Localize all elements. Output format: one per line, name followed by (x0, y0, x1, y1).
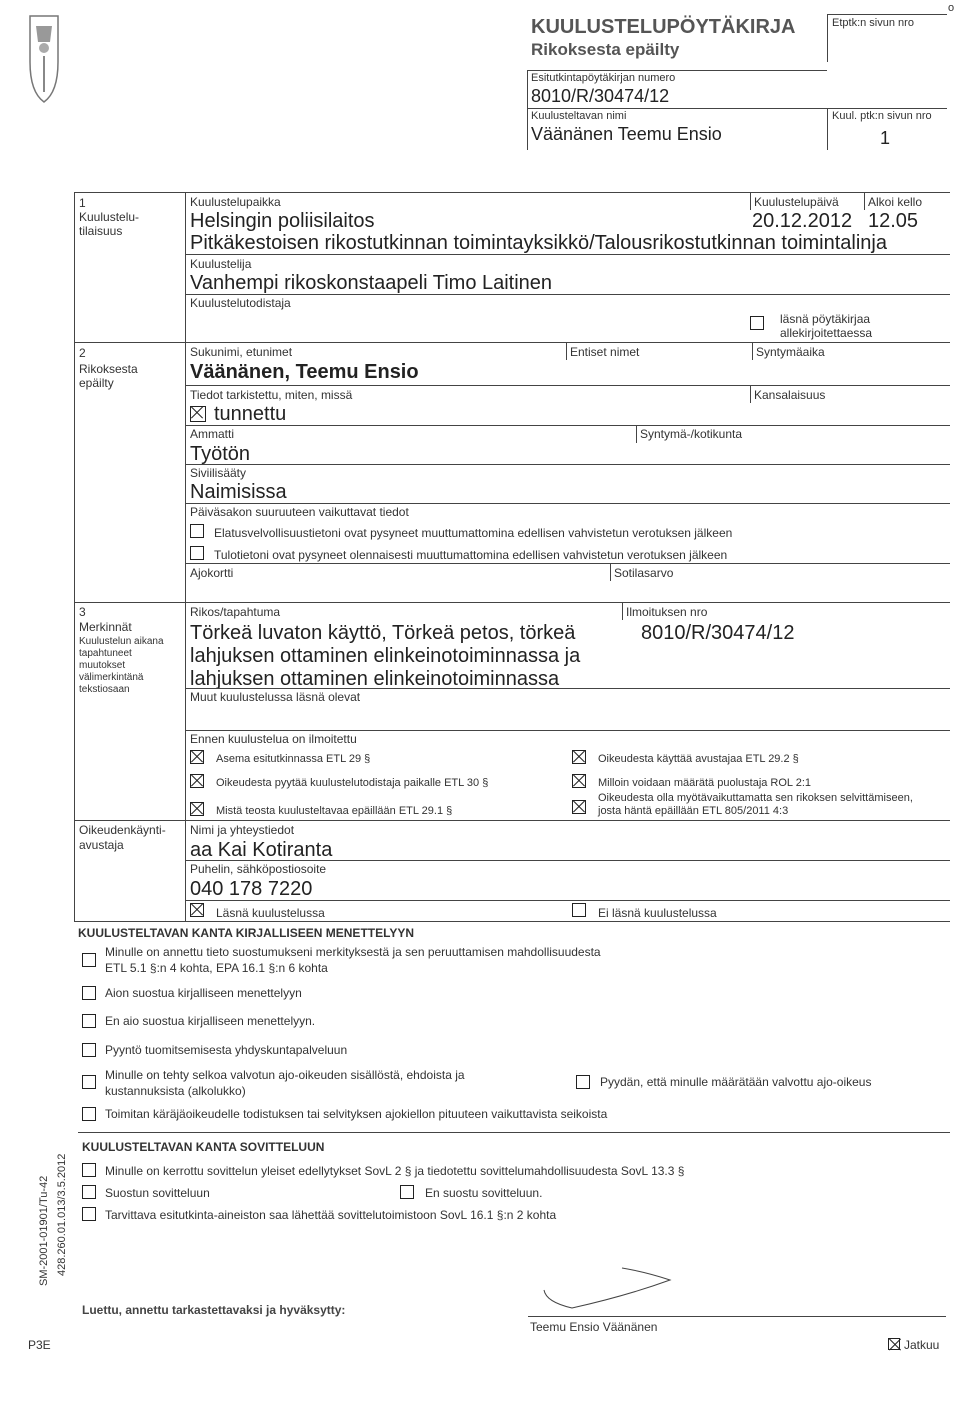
dob-label: Syntymäaika (756, 345, 825, 359)
opt3-checkbox[interactable] (190, 802, 204, 816)
place: Helsingin poliisilaitos (190, 210, 375, 232)
section3-title: Merkinnät (79, 620, 132, 634)
place-label: Kuulustelupaikka (190, 195, 281, 209)
counsel-present-checkbox[interactable] (190, 903, 204, 917)
written-option-7-checkbox[interactable] (82, 1107, 96, 1121)
military-rank-label: Sotilasarvo (614, 566, 674, 580)
section1-title: Kuulustelu- tilaisuus (79, 210, 140, 238)
unit: Pitkäkestoisen rikostutkinnan toimintayksikkö/Talousrikostutkinnan toimintalinja (190, 232, 887, 254)
offence-line-3: lahjuksen ottaminen elinkeinotoiminnassa (190, 668, 560, 690)
counsel-name-label: Nimi ja yhteystiedot (190, 823, 295, 837)
section1-number: 1 (79, 196, 86, 210)
record-number-label: Esitutkintapöytäkirjan numero (531, 72, 676, 84)
written-option-5: Minulle on tehty selkoa valvotun ajo-oikeuden sisällöstä, ehdoista ja kustannuksista (alkolukko) (105, 1068, 465, 1098)
mediation-option-3: En suostu sovitteluun. (425, 1186, 543, 1200)
opt6-checkbox[interactable] (572, 800, 586, 814)
mediation-option-4-checkbox[interactable] (82, 1207, 96, 1221)
mediation-option-4: Tarvittava esitutkinta-aineiston saa lähettää sovittelutoimistoon SovL 16.1 §:n 2 kohta (105, 1208, 557, 1222)
daily-fine-checkbox-1[interactable] (190, 524, 204, 538)
written-option-4-checkbox[interactable] (82, 1043, 96, 1057)
written-option-2: Aion suostua kirjalliseen menettelyyn (105, 986, 302, 1000)
mediation-option-2-checkbox[interactable] (82, 1185, 96, 1199)
opt3-label: Mistä teosta kuulusteltavaa epäillään ETL 29.1 § (216, 805, 453, 817)
etptk-label: Etptk:n sivun nro (832, 17, 914, 29)
section2-number: 2 (79, 346, 86, 360)
informed-label: Ennen kuulustelua on ilmoitettu (190, 732, 357, 746)
civil-status: Naimisissa (190, 481, 287, 503)
date-label: Kuulustelupäivä (754, 195, 839, 209)
opt4-label: Oikeudesta käyttää avustajaa ETL 29.2 § (598, 753, 799, 765)
offence-line-1: Törkeä luvaton käyttö, Törkeä petos, törkeä (190, 622, 576, 644)
section2-title: Rikoksesta epäilty (79, 362, 138, 390)
opt2-label: Oikeudesta pyytää kuulustelutodistaja paikalle ETL 30 § (216, 777, 489, 789)
opt1-label: Asema esitutkinnassa ETL 29 § (216, 753, 371, 765)
opt4-checkbox[interactable] (572, 750, 586, 764)
name-label: Sukunimi, etunimet (190, 345, 293, 359)
suspect-name: Väänänen, Teemu Ensio (190, 361, 419, 383)
written-option-2-checkbox[interactable] (82, 986, 96, 1000)
mediation-option-1-checkbox[interactable] (82, 1163, 96, 1177)
corner-mark: o (948, 2, 955, 14)
written-option-6-checkbox[interactable] (576, 1075, 590, 1089)
written-option-3-checkbox[interactable] (82, 1014, 96, 1028)
written-option-5-checkbox[interactable] (82, 1075, 96, 1089)
counsel-name: aa Kai Kotiranta (190, 839, 333, 861)
written-procedure-heading: KUULUSTELTAVAN KANTA KIRJALLISEEN MENETTELYYN (78, 926, 415, 940)
section3-subtitle: Kuulustelun aikana tapahtuneet muutokset välimerkintänä tekstiosaan (79, 636, 164, 695)
daily-fine-label: Päiväsakon suuruuteen vaikuttavat tiedot (190, 505, 409, 519)
nationality-label: Kansalaisuus (754, 388, 826, 402)
license-label: Ajokortti (190, 566, 234, 580)
form-code: P3E (28, 1338, 51, 1352)
opt2-checkbox[interactable] (190, 774, 204, 788)
section3-number: 3 (79, 605, 86, 619)
opt1-checkbox[interactable] (190, 750, 204, 764)
coat-of-arms-logo (22, 12, 66, 104)
counsel-absent-checkbox[interactable] (572, 903, 586, 917)
occupation: Työtön (190, 443, 251, 465)
report-number-label: Ilmoituksen nro (626, 605, 708, 619)
mediation-option-2: Suostun sovitteluun (105, 1186, 210, 1200)
form-title: KUULUSTELUPÖYTÄKIRJA (531, 16, 796, 38)
written-option-6: Pyydän, että minulle määrätään valvottu ajo-oikeus (600, 1075, 872, 1089)
offence-line-2: lahjuksen ottaminen elinkeinotoiminnassa ja (190, 645, 581, 667)
mediation-heading: KUULUSTELTAVAN KANTA SOVITTELUUN (82, 1140, 325, 1154)
interviewee-label: Kuulusteltavan nimi (531, 110, 627, 122)
civil-status-label: Siviilisääty (190, 466, 247, 480)
signature (530, 1258, 680, 1310)
counsel-title: Oikeudenkäynti- avustaja (79, 823, 166, 852)
opt6-label: Oikeudesta olla myötävaikuttamatta sen rikoksen selvittämiseen, josta häntä epäillään ETL 805/2011 4:3 (598, 792, 913, 817)
mediation-option-1: Minulle on kerrottu sovittelun yleiset edellytykset SovL 2 § ja tiedotettu sovittelumahdollisuudesta SovL 13.3 § (105, 1164, 685, 1178)
continues-checkbox (888, 1338, 900, 1350)
read-and-approved: Luettu, annettu tarkastettavaksi ja hyväksytty: (82, 1303, 346, 1317)
offence-label: Rikos/tapahtuma (190, 605, 281, 619)
daily-fine-text-2: Tulotietoni ovat pysyneet olennaisesti muuttumattomina edellisen vahvistetun verotuksen jälkeen (214, 548, 728, 562)
written-option-1-checkbox[interactable] (82, 953, 96, 967)
counsel-present-label: Läsnä kuulustelussa (216, 906, 325, 920)
written-option-4: Pyyntö tuomitsemisesta yhdyskuntapalveluun (105, 1043, 348, 1057)
verified-label: Tiedot tarkistettu, miten, missä (190, 388, 353, 402)
occupation-label: Ammatti (190, 427, 235, 441)
start-time: 12.05 (868, 210, 919, 232)
page-number: 1 (880, 128, 891, 148)
verified-checkbox[interactable] (190, 406, 206, 422)
counsel-phone: 040 178 7220 (190, 878, 313, 900)
record-number: 8010/R/30474/12 (531, 86, 670, 106)
present-at-signing-label: läsnä pöytäkirjaa allekirjoitettaessa (780, 312, 873, 340)
side-code-1: SM-2001-01901/Tu-42 (38, 1175, 50, 1286)
daily-fine-checkbox-2[interactable] (190, 546, 204, 560)
interviewee-name: Väänänen Teemu Ensio (531, 124, 722, 144)
others-present-label: Muut kuulustelussa läsnä olevat (190, 690, 361, 704)
report-number: 8010/R/30474/12 (641, 622, 795, 644)
former-names-label: Entiset nimet (570, 345, 640, 359)
birthplace-label: Syntymä-/kotikunta (640, 427, 743, 441)
start-time-label: Alkoi kello (868, 195, 923, 209)
opt5-checkbox[interactable] (572, 774, 586, 788)
present-at-signing-checkbox[interactable] (750, 316, 764, 330)
page-number-label: Kuul. ptk:n sivun nro (832, 110, 932, 122)
opt5-label: Milloin voidaan määrätä puolustaja ROL 2:1 (598, 777, 811, 789)
witness-label: Kuulustelutodistaja (190, 296, 291, 310)
counsel-phone-label: Puhelin, sähköpostiosoite (190, 862, 327, 876)
signer-name: Teemu Ensio Väänänen (530, 1320, 658, 1334)
interviewer-label: Kuulustelija (190, 257, 252, 271)
continues-label: Jatkuu (904, 1338, 940, 1352)
counsel-absent-label: Ei läsnä kuulustelussa (598, 906, 717, 920)
interviewer: Vanhempi rikoskonstaapeli Timo Laitinen (190, 272, 553, 294)
daily-fine-text-1: Elatusvelvollisuustietoni ovat pysyneet muuttumattomina edellisen vahvistetun verotuksen jälkeen (214, 526, 733, 540)
side-code-2: 428.260.01.013/3.5.2012 (56, 1153, 68, 1276)
date: 20.12.2012 (752, 210, 853, 232)
written-option-7: Toimitan käräjäoikeudelle todistuksen tai selvityksen ajokiellon pituuteen vaikuttavista seikoista (105, 1107, 608, 1121)
verified-value: tunnettu (214, 403, 287, 425)
written-option-3: En aio suostua kirjalliseen menettelyyn. (105, 1014, 316, 1028)
form-subtitle: Rikoksesta epäilty (531, 40, 680, 59)
mediation-option-3-checkbox[interactable] (400, 1185, 414, 1199)
written-option-1: Minulle on annettu tieto suostumukseni merkityksestä ja sen peruuttamisen mahdollisuudesta ETL 5.1 §:n 4 kohta, EPA 16.1 §:n 6 kohta (105, 945, 601, 975)
